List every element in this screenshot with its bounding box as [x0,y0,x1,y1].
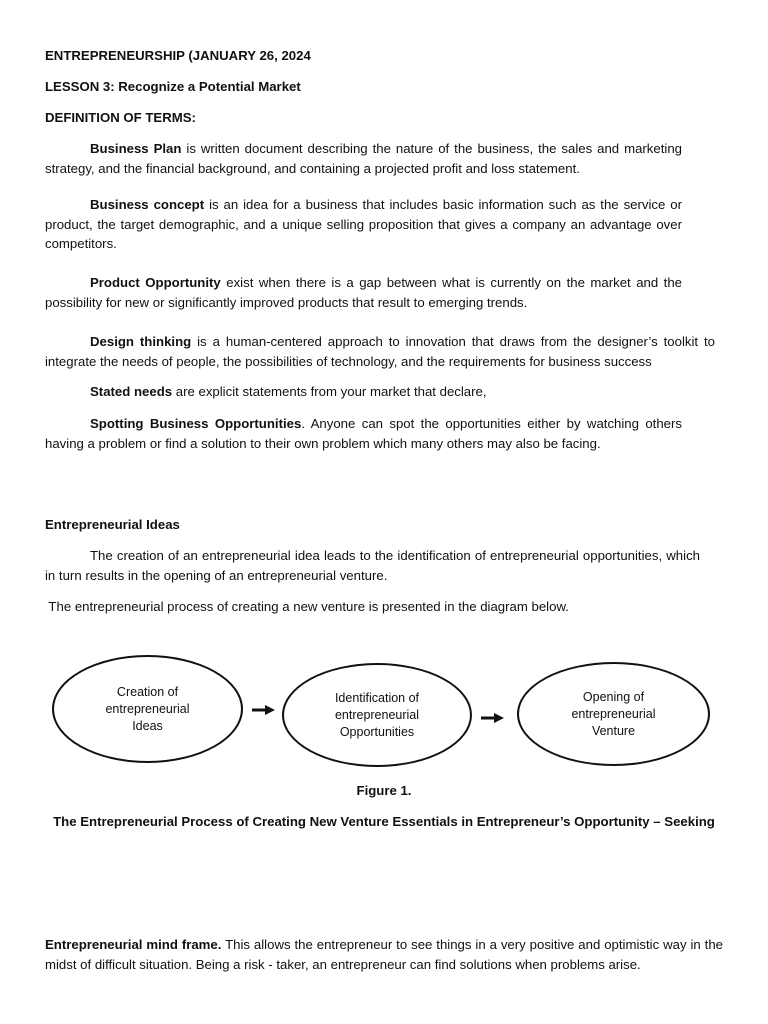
arrow-right-icon [252,704,276,716]
term-label: Entrepreneurial mind frame. [45,937,222,952]
mind-frame-paragraph [45,935,723,974]
definition-text: is written document describing the nature of the business, the sales and marketing strategy, and the financial background, and containing a projected profit and loss statement. [45,141,682,176]
process-node-opening [517,662,710,766]
process-node-identification [282,663,472,767]
arrow-right-icon [481,712,505,724]
definition-spotting-opportunities [45,414,682,453]
term-label: Stated needs [90,384,173,399]
process-node-creation [52,655,243,763]
ideas-heading: Entrepreneurial Ideas [45,517,180,532]
lesson-title: LESSON 3: Recognize a Potential Market [45,79,301,94]
definition-stated-needs [45,382,682,402]
definition-design-thinking [45,332,715,371]
definition-text: exist when there is a gap between what is currently on the market and the possibility for new or significantly improved products that result to emerging trends. [45,275,683,310]
node-label: Opening of entrepreneurial Venture [571,689,656,738]
node-label: Identification of entrepreneurial Opportunities [334,690,420,739]
term-label: Design thinking [90,334,192,349]
definitions-heading: DEFINITION OF TERMS: [45,110,196,125]
definition-business-plan [45,139,682,178]
term-label: Business Plan [90,141,182,156]
figure-caption: The Entrepreneurial Process of Creating New Venture Essentials in Entrepreneur’s Opportunity – Seeking [53,814,715,829]
ideas-paragraph: The creation of an entrepreneurial idea leads to the identification of entrepreneurial opportunities, which in turn results in the opening of an entrepreneurial venture. [45,548,700,583]
term-label: Spotting Business Opportunities [90,416,302,431]
definition-text: is an idea for a business that includes basic information such as the service or product, the target demographic, and a unique selling proposition that gives a company an advantage over competitors. [45,197,682,251]
diagram-intro-paragraph: The entrepreneurial process of creating a new venture is presented in the diagram below. [45,599,569,614]
term-label: Business concept [90,197,205,212]
definition-text: This allows the entrepreneur to see things in a very positive and optimistic way in the midst of difficult situation. Being a risk - taker, an entrepreneur can find solutions when problems arise. [45,937,723,972]
definition-product-opportunity [45,273,682,312]
definition-business-concept [45,195,682,254]
definition-text: is a human-centered approach to innovation that draws from the designer’s toolkit to integrate the needs of people, the possibilities of technology, and the requirements for business success [45,334,716,369]
definition-text: are explicit statements from your market that declare, [172,384,487,399]
definition-text: . Anyone can spot the opportunities either by watching others having a problem or find a solution to their own problem which many others may also be facing. [45,416,683,451]
figure-label: Figure 1. [356,783,412,798]
term-label: Product Opportunity [90,275,221,290]
node-label: Creation of entrepreneurial Ideas [105,684,190,733]
document-title: ENTREPRENEURSHIP (JANUARY 26, 2024 [45,48,311,63]
